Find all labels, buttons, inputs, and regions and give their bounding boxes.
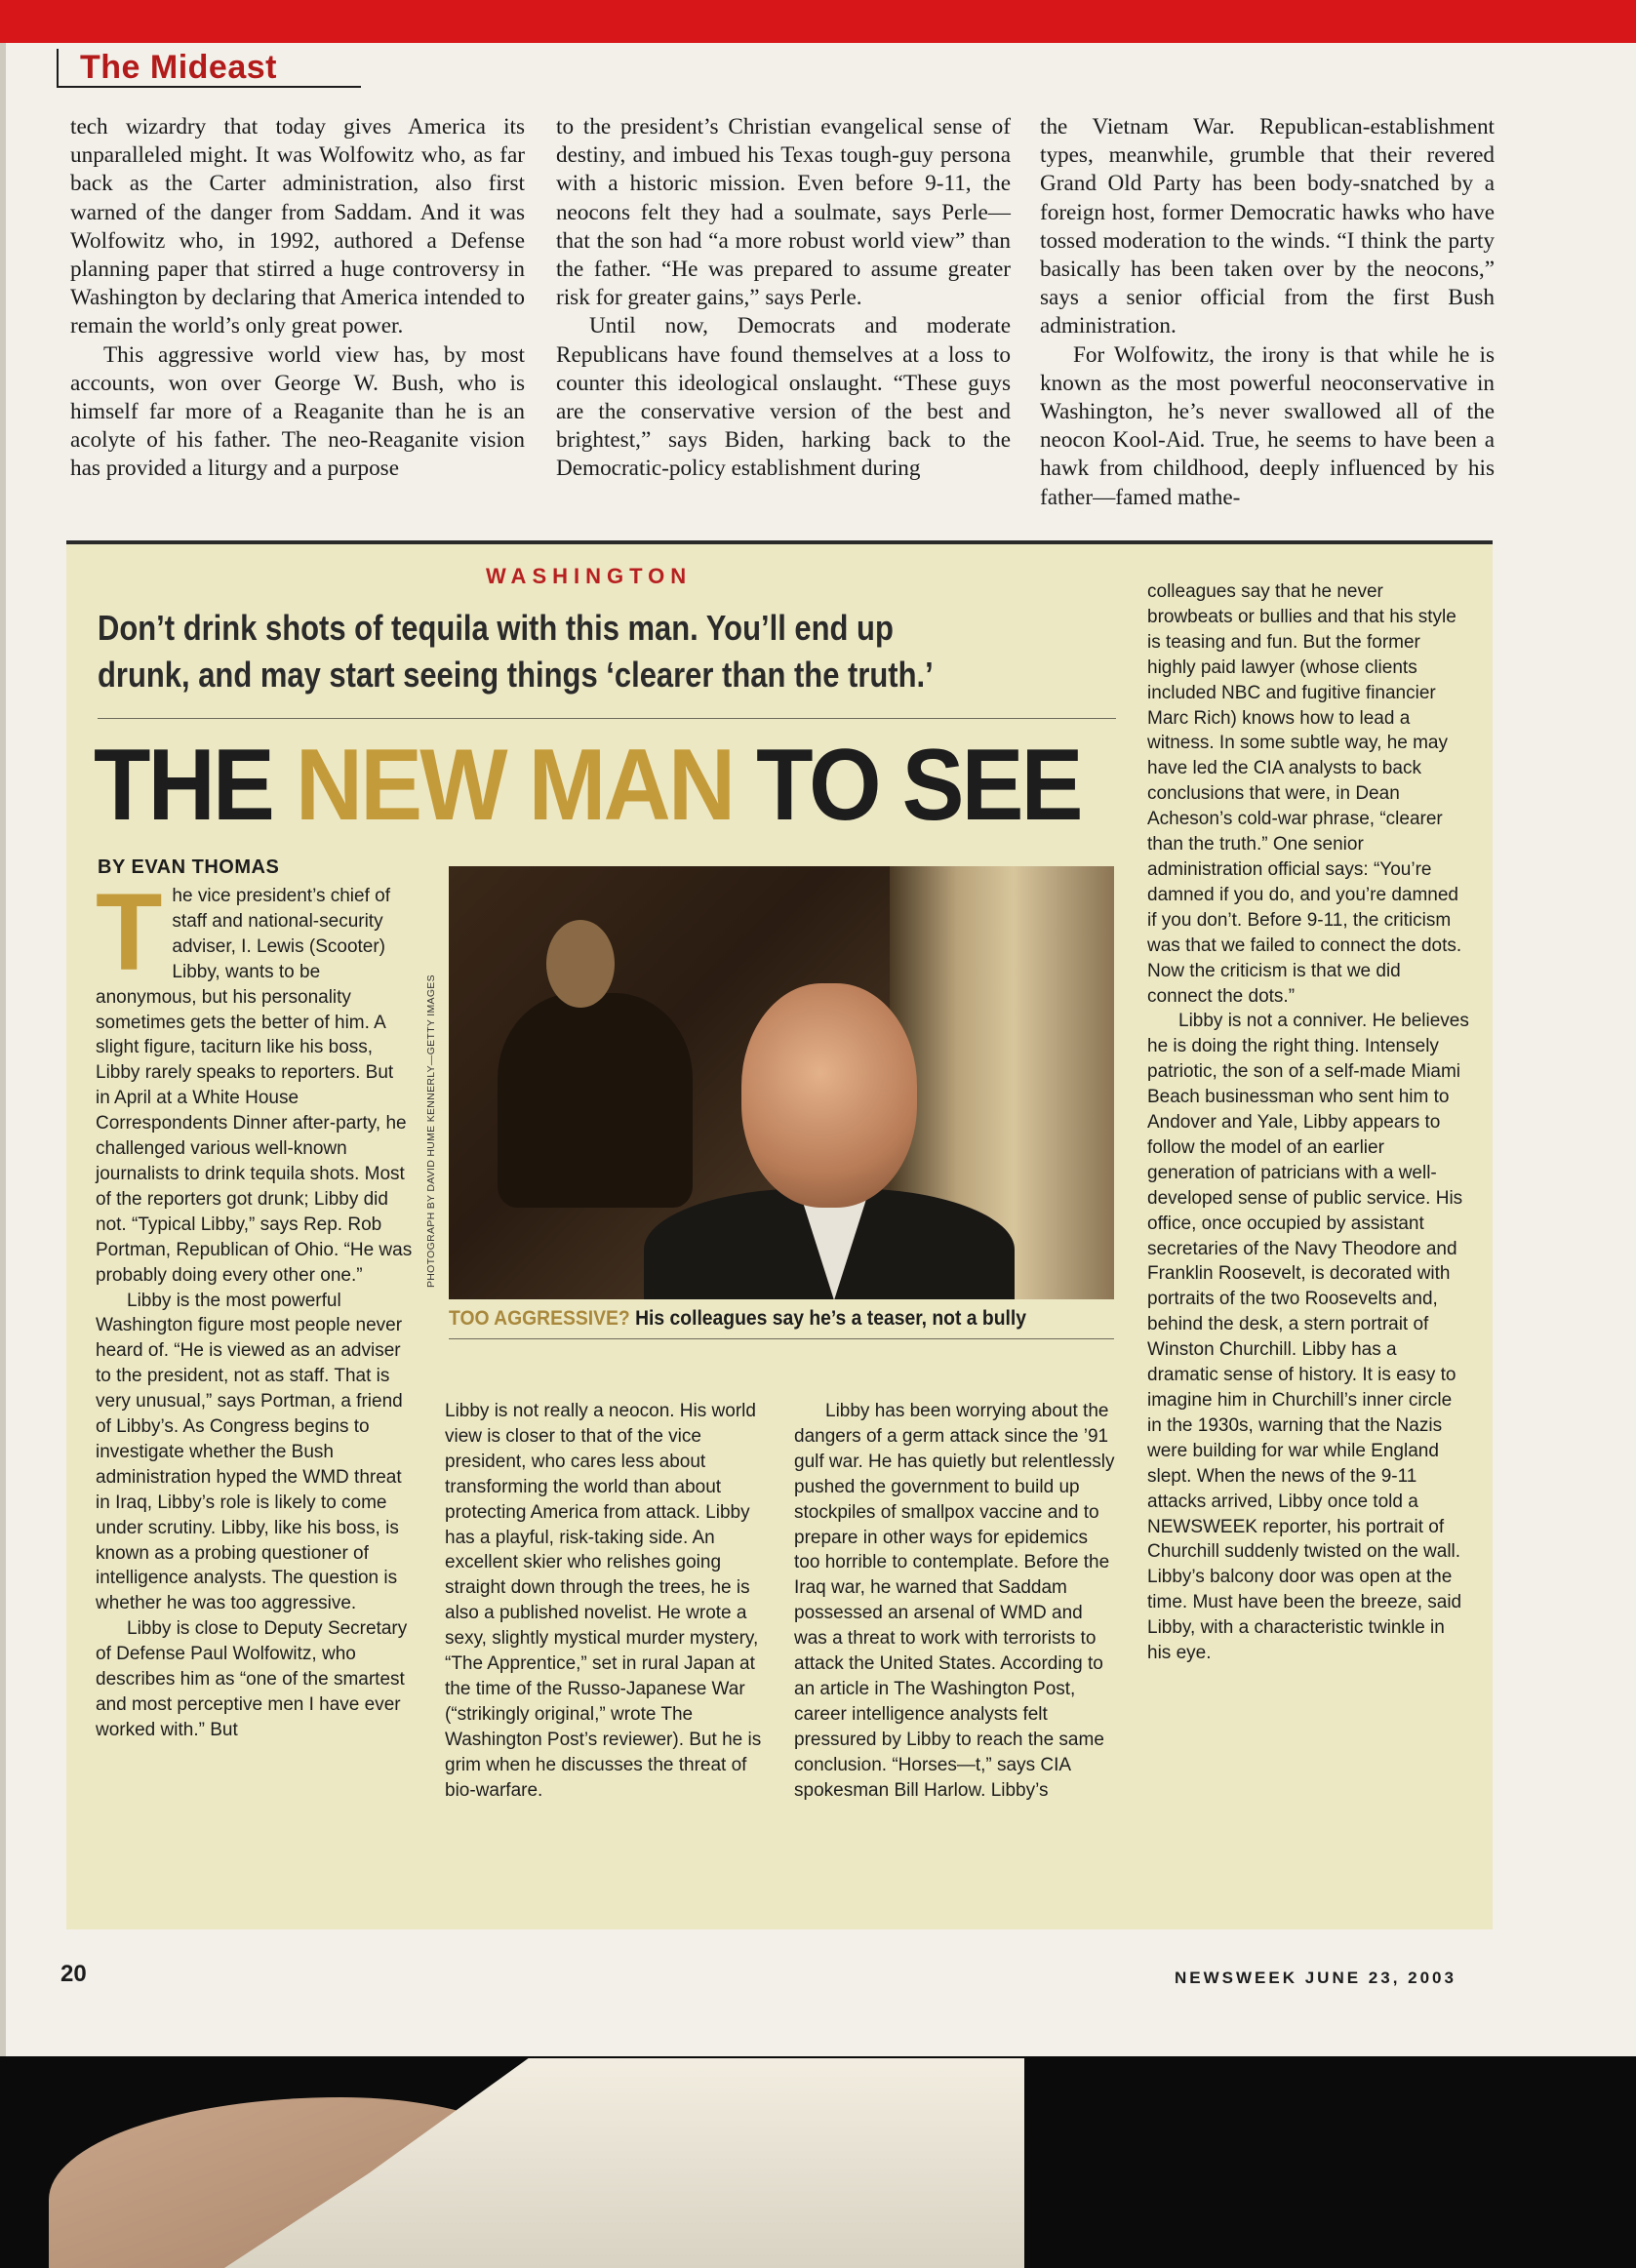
caption-text: His colleagues say he’s a teaser, not a bully <box>629 1307 1026 1330</box>
libby-photo <box>449 866 1114 1299</box>
paragraph: Libby is the most powerful Washington figure most people never heard of. “He is viewed as an adviser to the president, not as staff. That is very unusual,” says Portman, a friend of Libby’s. As Congress begins to investigate whether the Bush administration hyped the WMD threat in Iraq, Libby’s role is likely to come under scrutiny. Libby, like his boss, is known as a probing questioner of intelligence analysts. The question is whether he was too aggressive. <box>96 1290 403 1614</box>
section-header <box>57 49 361 88</box>
photo-portrait-face <box>546 920 615 1008</box>
caption-divider <box>449 1338 1114 1339</box>
photo-portrait-figure <box>498 993 693 1208</box>
headline-part: THE <box>94 729 296 842</box>
byline: BY EVAN THOMAS <box>98 856 280 878</box>
paragraph: For Wolfowitz, the irony is that while he is known as the most powerful neoconservative in Washington, he’s never swallowed all of the neocon Kool-Aid. True, he seems to have been a hawk from childhood, deeply influenced by his father—famed mathe- <box>1040 341 1495 510</box>
headline-part: TO SEE <box>733 729 1081 842</box>
sidebar-column-2 <box>445 1399 767 1804</box>
paragraph: Libby is close to Deputy Secretary of Defense Paul Wolfowitz, who describes him as “one of the smartest and most perceptive men I have ever worked with.” But <box>96 1618 408 1740</box>
drop-cap: T <box>96 871 163 993</box>
top-red-bar <box>0 0 1636 43</box>
section-title: The Mideast <box>80 49 277 86</box>
headline-highlight: NEW MAN <box>295 729 734 842</box>
photo-caption <box>449 1307 1026 1331</box>
sidebar-kicker: WASHINGTON <box>486 564 693 588</box>
sidebar-dek: Don’t drink shots of tequila with this man. You’ll end up drunk, and may start seeing things ‘clearer than the truth.’ <box>98 608 934 695</box>
photo-man-face <box>741 983 917 1208</box>
caption-label: TOO AGGRESSIVE? <box>449 1307 630 1330</box>
sidebar-column-3 <box>794 1399 1116 1804</box>
paragraph: Until now, Democrats and moderate Republicans have found themselves at a loss to counter this ideological onslaught. “These guys are the conservative version of the best and brightest,” says Biden, harking back to the Democratic-policy establishment during <box>556 313 1011 482</box>
paragraph: the Vietnam War. Republican-establishment types, meanwhile, grumble that their revered Grand Old Party has been body-snatched by a foreign host, former Democratic hawks who have tossed moderation to the winds. “I think the party basically has been taken over by the neocons,” says a senior official from the first Bush administration. <box>1040 114 1495 339</box>
paragraph-text: he vice president’s chief of staff and national-security adviser, I. Lewis (Scooter) Libby, wants to be anonymous, but his personality sometimes gets the better of him. A slight figure, taciturn like his boss, Libby rarely speaks to reporters. But in April at a White House Correspondents Dinner after-party, he challenged various well-known journalists to drink tequila shots. Most of the reporters got drunk; Libby did not. “Typical Libby,” says Rep. Rob Portman, Republican of Ohio. “He was probably doing every other one.” <box>96 886 413 1286</box>
dek-divider <box>98 718 1116 719</box>
paragraph <box>96 871 413 1289</box>
sidebar-column-1 <box>96 871 413 1743</box>
paragraph: to the president’s Christian evangelical sense of destiny, and imbued his Texas tough-guy persona with a historic mission. Even before 9-11, the neocons felt they had a soulmate, says Perle—that the son had “a more robust world view” than the father. “He was prepared to assume greater risk for greater gains,” says Perle. <box>556 114 1011 311</box>
paragraph: tech wizardry that today gives America its unparalleled might. It was Wolfowitz who, as far back as the Carter administration, also first warned of the danger from Saddam. And it was Wolfowitz who, in 1992, authored a Defense planning paper that stirred a huge controversy in Washington by declaring that America intended to remain the world’s only great power. <box>70 114 525 339</box>
paragraph: colleagues say that he never browbeats or bullies and that his style is teasing and fun. But the former highly paid lawyer (whose clients included NBC and fugitive financier Marc Rich) knows how to lead a witness. In some subtle way, he may have led the CIA analysts to back conclusions that were, in Dean Acheson’s cold-war phrase, “clearer than the truth.” One senior administration official says: “You’re damned if you do, and you’re damned if you don’t. Before 9-11, the criticism was that we failed to connect the dots. Now the criticism is that we did connect the dots.” <box>1147 581 1462 1007</box>
paragraph: This aggressive world view has, by most accounts, won over George W. Bush, who is himself far more of a Reaganite than he is an acolyte of his father. The neo-Reaganite vision has provided a liturgy and a purpose <box>70 341 525 482</box>
magazine-issue: NEWSWEEK JUNE 23, 2003 <box>1175 1969 1456 1987</box>
top-column-2 <box>556 113 1011 484</box>
sidebar-column-4 <box>1147 579 1469 1666</box>
paragraph: Libby is not really a neocon. His world view is closer to that of the vice president, who cares less about transforming the world than about protecting America from attack. Libby has a playful, risk-taking side. An excellent skier who relishes going straight down through the trees, he is also a published novelist. He wrote a sexy, slightly mystical murder mystery, “The Apprentice,” set in rural Japan at the time of the Russo-Japanese War (“strikingly original,” wrote The Washington Post’s reviewer). But he is grim when he discusses the threat of bio-warfare. <box>445 1401 762 1801</box>
page-number: 20 <box>60 1961 87 1987</box>
paragraph: Libby has been worrying about the dangers of a germ attack since the ’91 gulf war. He has quietly but relentlessly pushed the government to build up stockpiles of smallpox vaccine and to prepare in other ways for epidemics too horrible to contemplate. Before the Iraq war, he warned that Saddam possessed an arsenal of WMD and was a threat to work with terrorists to attack the United States. According to an article in The Washington Post, career intelligence analysts felt pressured by Libby to reach the same conclusion. “Horses—t,” says CIA spokesman Bill Harlow. Libby’s <box>794 1401 1115 1801</box>
paragraph: Libby is not a conniver. He believes he is doing the right thing. Intensely patriotic, the son of a self-made Miami Beach businessman who sent him to Andover and Yale, Libby appears to follow the model of an earlier generation of patricians with a well-developed sense of public service. His office, once occupied by assistant secretaries of the Navy Theodore and Franklin Roosevelt, is decorated with portraits of the two Roosevelts and, behind the desk, a stern portrait of Winston Churchill. Libby has a dramatic sense of history. It is easy to imagine him in Churchill’s inner circle in the 1930s, warning that the Nazis were building for war while England slept. When the news of the 9-11 attacks arrived, Libby once told a NEWSWEEK reporter, his portrait of Churchill suddenly twisted on the wall. Libby’s balcony door was open at the time. Must have been the breeze, said Libby, with a characteristic twinkle in his eye. <box>1147 1011 1469 1664</box>
photo-credit: PHOTOGRAPH BY DAVID HUME KENNERLY—GETTY IMAGES <box>425 975 437 1288</box>
sidebar-headline <box>94 729 1081 842</box>
top-column-3 <box>1040 113 1495 512</box>
top-column-1 <box>70 113 525 484</box>
page-edge <box>0 0 6 2056</box>
